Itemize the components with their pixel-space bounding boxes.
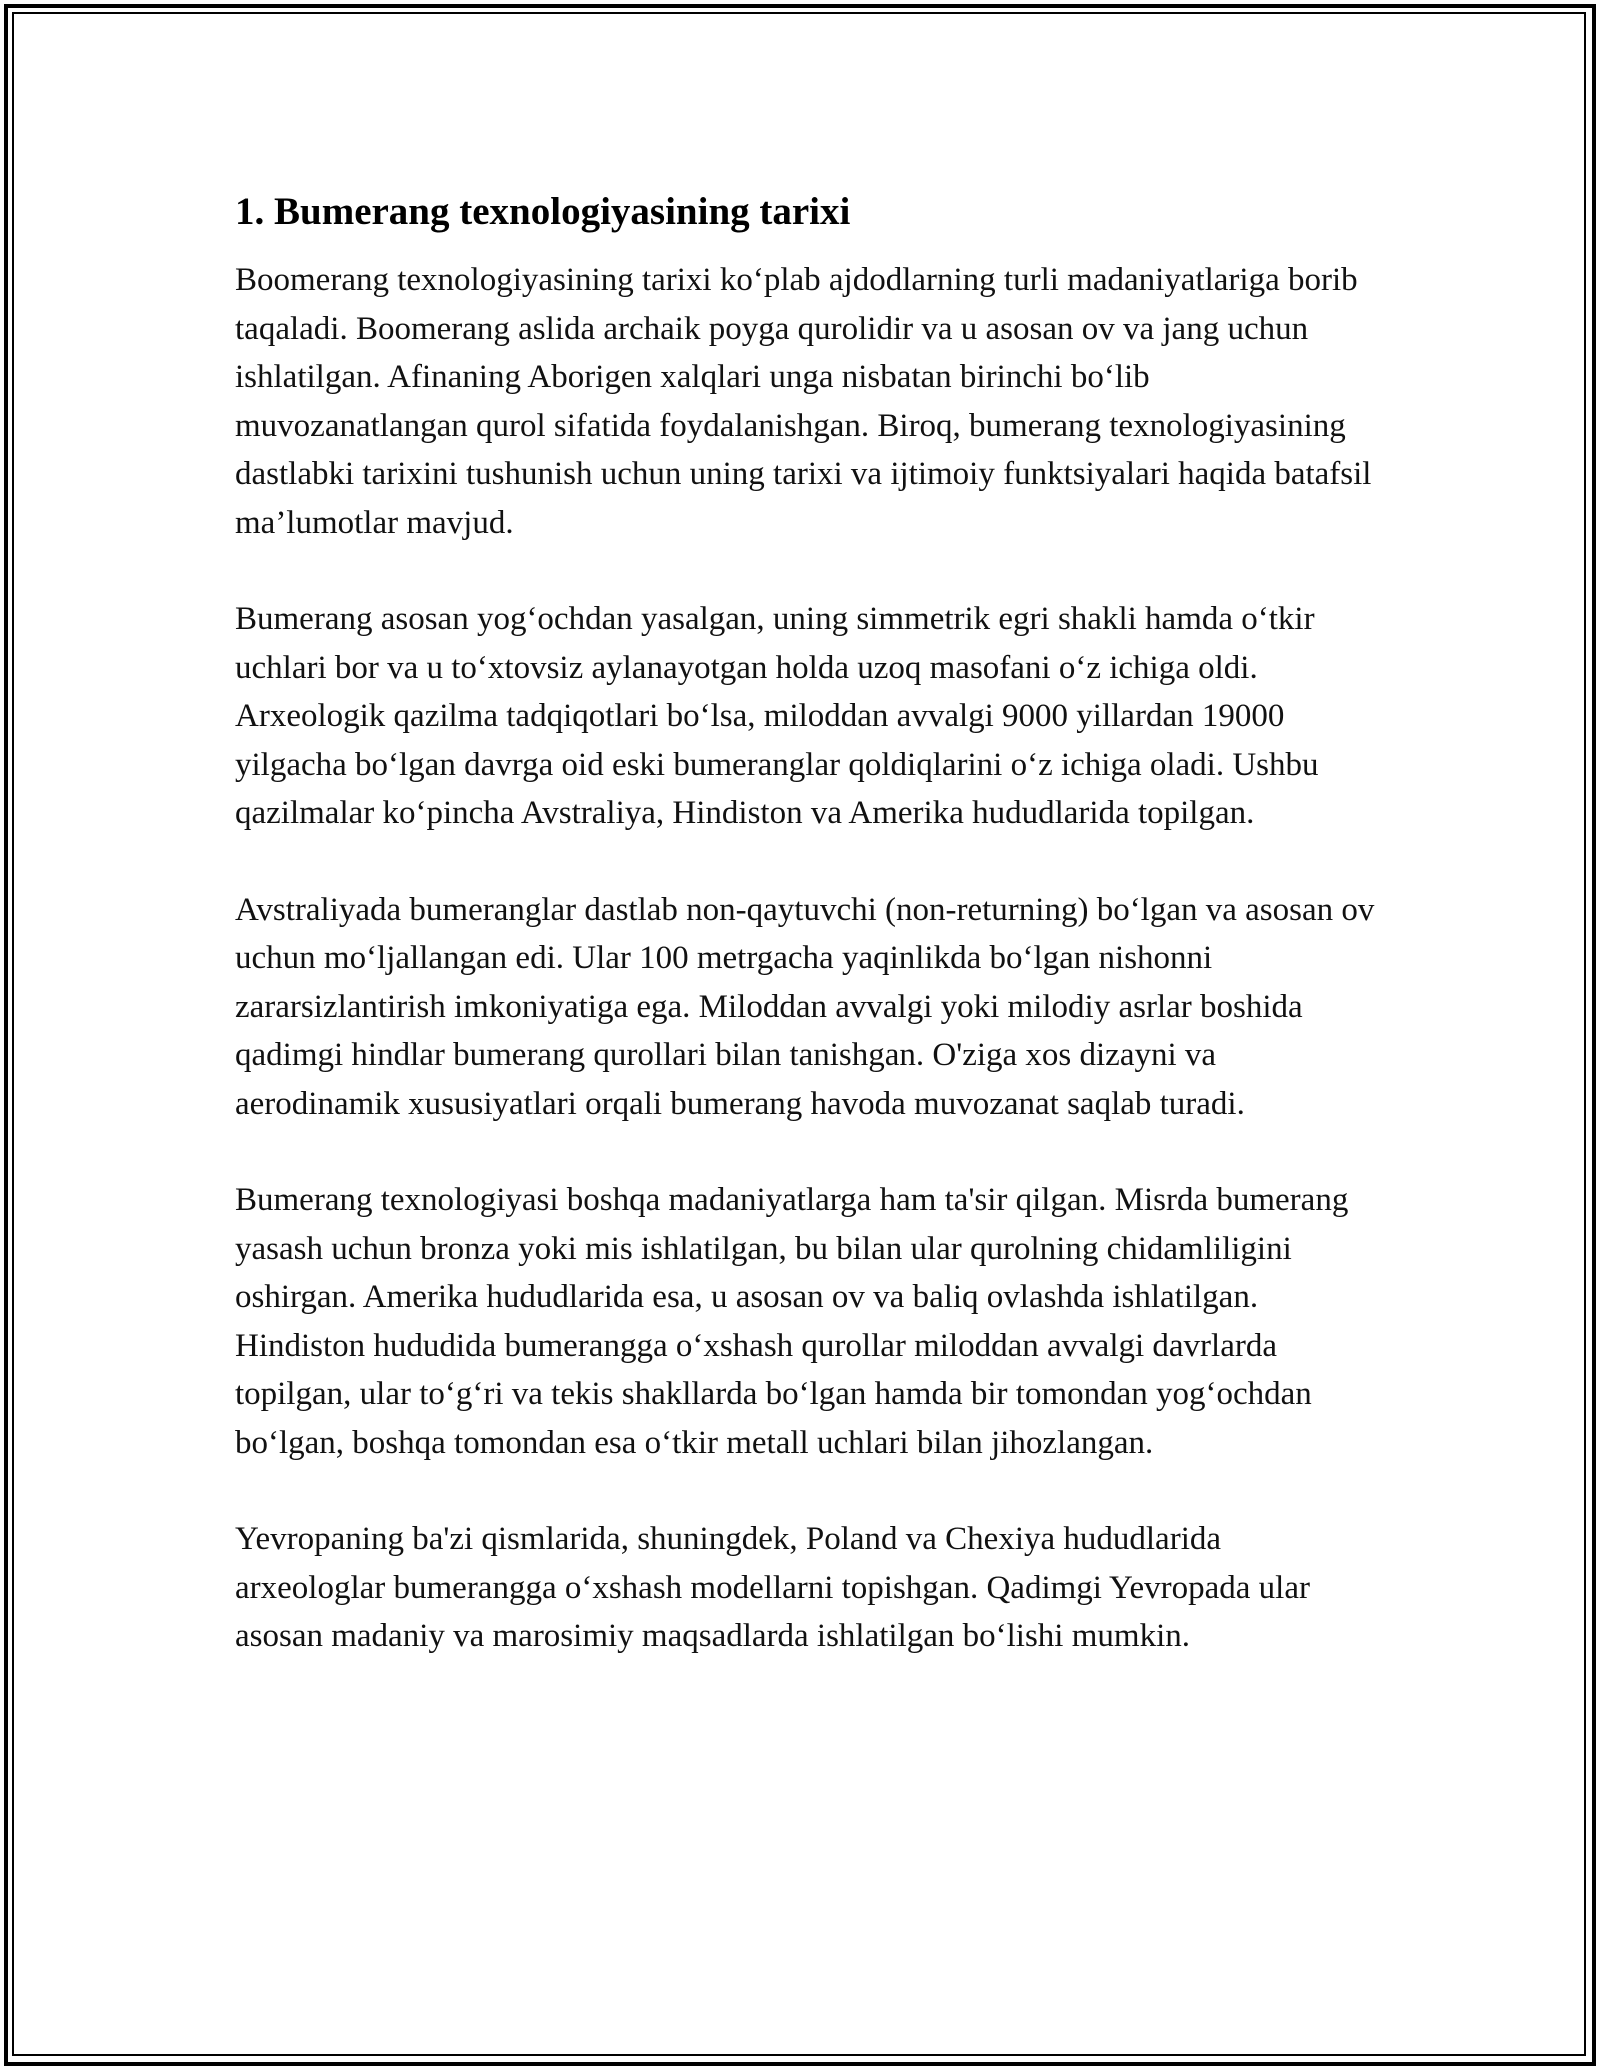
- paragraph-2: Bumerang asosan yog‘ochdan yasalgan, uning simmetrik egri shakli hamda o‘tkir uchlari bor va u to‘xtovsiz aylanayotgan holda uzoq masofani o‘z ichiga oldi. Arxeologik qazilma tadqiqotlari bo‘lsa, miloddan avvalgi 9000 yillardan 19000 yilgacha bo‘lgan davrga oid eski bumeranglar qoldiqlarini o‘z ichiga oladi. Ushbu qazilmalar ko‘pincha Avstraliya, Hindiston va Amerika hududlarida topilgan.: [235, 601, 1319, 831]
- document-body: [235, 188, 1375, 1709]
- paragraph-5: Yevropaning ba'zi qismlarida, shuningdek, Poland va Chexiya hududlarida arxeologlar bumerangga o‘xshash modellarni topishgan. Qadimgi Yevropada ular asosan madaniy va marosimiy maqsadlarda ishlatilgan bo‘lishi mumkin.: [235, 1521, 1310, 1654]
- section-heading: 1. Bumerang texnologiyasining tarixi: [235, 190, 851, 233]
- paragraph-4: Bumerang texnologiyasi boshqa madaniyatlarga ham ta'sir qilgan. Misrda bumerang yasash uchun bronza yoki mis ishlatilgan, bu bilan ular qurolning chidamliligini oshirgan. Amerika hududlarida esa, u asosan ov va baliq ovlashda ishlatilgan. Hindiston hududida bumerangga o‘xshash qurollar miloddan avvalgi davrlarda topilgan, ular to‘g‘ri va tekis shakllarda bo‘lgan hamda bir tomondan yog‘ochdan bo‘lgan, boshqa tomondan esa o‘tkir metall uchlari bilan jihozlangan.: [235, 1182, 1349, 1461]
- paragraph-1: Boomerang texnologiyasining tarixi ko‘plab ajdodlarning turli madaniyatlariga borib taqaladi. Boomerang aslida archaik poyga qurolidir va u asosan ov va jang uchun ishlatilgan. Afinaning Aborigen xalqlari unga nisbatan birinchi bo‘lib muvozanatlangan qurol sifatida foydalanishgan. Biroq, bumerang texnologiyasining dastlabki tarixini tushunish uchun uning tarixi va ijtimoiy funktsiyalari haqida batafsil ma’lumotlar mavjud.: [235, 262, 1372, 541]
- paragraph-3: Avstraliyada bumeranglar dastlab non-qaytuvchi (non-returning) bo‘lgan va asosan ov uchun mo‘ljallangan edi. Ular 100 metrgacha yaqinlikda bo‘lgan nishonni zararsizlantirish imkoniyatiga ega. Miloddan avvalgi yoki milodiy asrlar boshida qadimgi hindlar bumerang qurollari bilan tanishgan. O'ziga xos dizayni va aerodinamik xususiyatlari orqali bumerang havoda muvozanat saqlab turadi.: [235, 891, 1375, 1122]
